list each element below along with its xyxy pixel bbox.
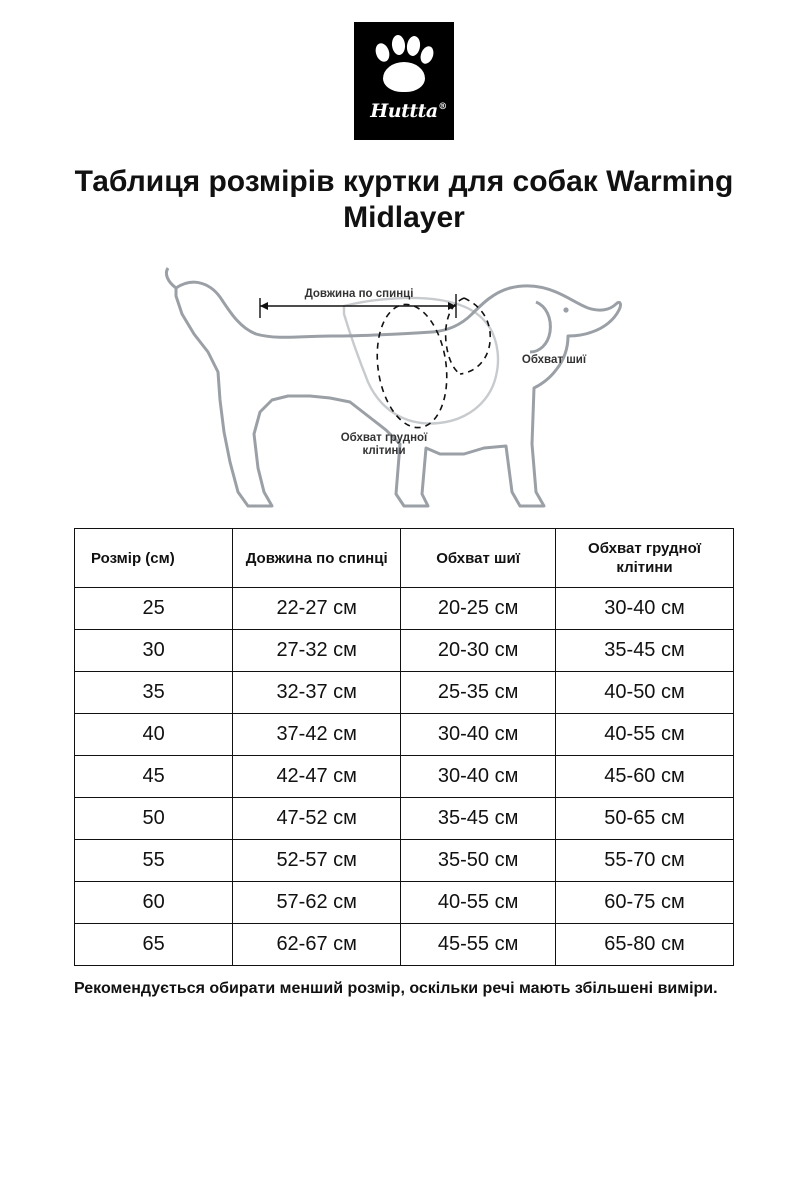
cell-size: 40 — [75, 714, 233, 756]
table-row — [75, 756, 734, 798]
size-table — [74, 528, 734, 966]
table-row — [75, 840, 734, 882]
header-neck: Обхват шиї — [401, 529, 556, 588]
cell-neck: 25-35 см — [401, 672, 556, 714]
cell-chest: 40-55 см — [556, 714, 734, 756]
table-row — [75, 714, 734, 756]
cell-neck: 35-50 см — [401, 840, 556, 882]
cell-size: 55 — [75, 840, 233, 882]
table-row — [75, 882, 734, 924]
size-table-container — [74, 528, 734, 966]
cell-neck: 30-40 см — [401, 714, 556, 756]
cell-neck: 20-25 см — [401, 588, 556, 630]
cell-chest: 55-70 см — [556, 840, 734, 882]
cell-chest: 35-45 см — [556, 630, 734, 672]
registered-mark: ® — [438, 102, 447, 112]
cell-back-length: 22-27 см — [233, 588, 401, 630]
cell-neck: 40-55 см — [401, 882, 556, 924]
dog-measurement-diagram — [164, 248, 644, 518]
cell-back-length: 52-57 см — [233, 840, 401, 882]
cell-back-length: 42-47 см — [233, 756, 401, 798]
cell-size: 50 — [75, 798, 233, 840]
cell-neck: 45-55 см — [401, 924, 556, 966]
cell-size: 30 — [75, 630, 233, 672]
cell-back-length: 32-37 см — [233, 672, 401, 714]
cell-size: 25 — [75, 588, 233, 630]
cell-neck: 35-45 см — [401, 798, 556, 840]
cell-chest: 60-75 см — [556, 882, 734, 924]
logo-box — [354, 22, 454, 140]
label-neck-girth: Обхват шиї — [521, 354, 587, 366]
cell-chest: 45-60 см — [556, 756, 734, 798]
cell-back-length: 27-32 см — [233, 630, 401, 672]
page-title: Таблиця розмірів куртки для собак Warming Midlayer — [74, 165, 734, 234]
header-size: Розмір (см) — [75, 529, 233, 588]
cell-size: 65 — [75, 924, 233, 966]
cell-chest: 65-80 см — [556, 924, 734, 966]
table-row — [75, 630, 734, 672]
header-chest: Обхват грудної клітини — [556, 529, 734, 588]
header-back-length: Довжина по спинці — [233, 529, 401, 588]
table-header-row — [75, 529, 734, 588]
cell-back-length: 62-67 см — [233, 924, 401, 966]
chest-girth-dash — [370, 300, 455, 432]
cell-neck: 20-30 см — [401, 630, 556, 672]
table-row — [75, 588, 734, 630]
cell-neck: 30-40 см — [401, 756, 556, 798]
cell-size: 35 — [75, 672, 233, 714]
brand-wordmark — [370, 100, 447, 122]
label-chest-girth: Обхват грудної клітини — [340, 432, 428, 457]
cell-size: 45 — [75, 756, 233, 798]
cell-back-length: 47-52 см — [233, 798, 401, 840]
table-row — [75, 672, 734, 714]
label-back-length: Довжина по спинці — [304, 288, 414, 300]
cell-size: 60 — [75, 882, 233, 924]
footnote-text: Рекомендується обирати менший розмір, оскільки речі мають збільшені виміри. — [74, 980, 718, 997]
brand-name: Huttta — [370, 100, 438, 122]
table-row — [75, 798, 734, 840]
brand-logo — [0, 0, 808, 140]
paw-icon — [373, 34, 435, 96]
cell-chest: 40-50 см — [556, 672, 734, 714]
table-row — [75, 924, 734, 966]
cell-back-length: 57-62 см — [233, 882, 401, 924]
cell-chest: 50-65 см — [556, 798, 734, 840]
cell-back-length: 37-42 см — [233, 714, 401, 756]
cell-chest: 30-40 см — [556, 588, 734, 630]
